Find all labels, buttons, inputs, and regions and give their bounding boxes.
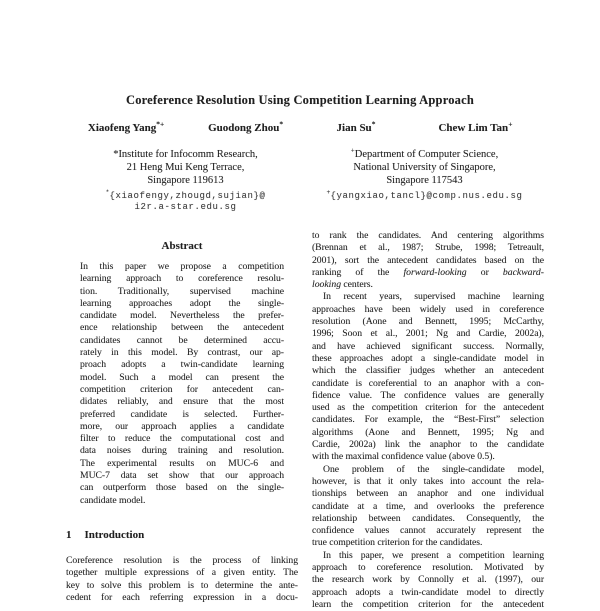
text-line: (Brennan et al., 1987; Strube, 1998; Tetreault, [312,242,544,254]
right-column [312,228,544,610]
author-2-superscript: * [279,119,284,129]
text-line: 2001), sort the antecedent candidates based on the [312,254,544,266]
text-line: In recent years, supervised machine learning [323,291,544,303]
email-line [66,191,305,202]
affiliation-superscript: + [350,146,355,155]
text-line: candidate model. [80,494,146,506]
section-heading-introduction [66,529,298,542]
email-line [305,191,544,202]
text-line: candidate at a time, and overlooks the preference [312,500,544,512]
email-line: i2r.a-star.edu.sg [134,202,237,212]
paragraph [80,261,284,507]
text-line: resolution (Aone and Bennett, 1995; McCarthy, [312,316,544,328]
text-line: tionships between an anaphor and one individual [312,488,544,500]
author-4-name: Chew Lim Tan [438,122,509,134]
text-line: ranking of the forward-looking or backward- [312,266,544,278]
author-1-name: Xiaofeng Yang [87,122,157,134]
text-line: relationship between candidates. Consequently, the [312,512,544,524]
text-line: approaches have been widely used in coreference [312,303,544,315]
text-line: which the classifier judges whether an antecedent [312,365,544,377]
author-group-left [66,119,305,134]
text-line: didates reliably, and ensure that the most [80,396,284,408]
affiliation-line: Singapore 119613 [147,175,224,186]
text-line: more, our approach applies a candidate [80,420,284,432]
text-line: ence relationship between the antecedent [80,322,284,334]
text-line: algorithms (Aone and Bennett, 1995; Ng and [312,426,544,438]
text-line: and have achieved significant success. Normally, [312,340,544,352]
text-line: however, is that it only takes into account the rela- [312,475,544,487]
email-text: {xiaofengy,zhougd,sujian}@ [109,191,266,201]
text-line: these approaches adopt a single-candidate model in [312,352,544,364]
affiliation-text: *Institute for Infocomm Research, [113,149,258,160]
section-title: Introduction [84,528,145,541]
affiliation-university [305,148,544,213]
author-4-superscript: + [508,119,513,129]
text-line: competition criterion for antecedent can- [80,383,284,395]
text-line: In this paper we propose a competition [80,261,284,272]
affiliation-line: National University of Singapore, [353,162,496,173]
text-line: approach adopts a twin-candidate model to directly [312,586,544,598]
text-line: can outperform those based on the single- [80,482,284,494]
text-line: proach adopts a twin-candidate learning [80,359,284,371]
email-address [66,191,305,213]
author-group-right [305,119,544,134]
author-3-superscript: * [371,119,376,129]
text-line: rately in this model. By contrast, our ap- [80,347,284,359]
email-text: {yangxiao,tancl}@comp.nus.edu.sg [330,191,523,201]
left-column [66,228,298,603]
text-line: the research work by Connolly et al. (1997), our [312,574,544,586]
affiliation-line [305,148,544,161]
text-line: used as the competition criterion for the antecedent [312,402,544,414]
text-line: MUC-7 data set show that our approach [80,470,284,482]
text-line: to rank the candidates. And centering algorithms [312,230,544,241]
affiliation-line: 21 Heng Mui Keng Terrace, [126,162,245,173]
text-line: learn the competition criterion for the antecedent [312,598,544,610]
paragraph [312,550,544,611]
text-line: looking centers. [312,279,373,291]
section-number: 1 [66,528,72,541]
affiliations [66,148,544,213]
text-line: Coreference resolution is the process of linking [66,554,298,566]
text-line: candidates. For example, the “Best-First” selection [312,414,544,426]
two-column-body [66,228,544,610]
email-address [305,191,544,202]
text-line: model. Such a model can present the [80,371,284,383]
text-line: In this paper, we present a competition learning [323,549,544,561]
text-line: approach to coreference resolution. Motivated by [312,562,544,574]
text-line: filter to reduce the computational cost and [80,433,284,445]
text-line: cedent for each referring expression in a docu- [66,591,298,603]
author-4 [438,119,513,134]
affiliation-institute [66,148,305,213]
text-line: The experimental results on MUC-6 and [80,457,284,469]
text-line: fidence value. The confidence values are generally [312,389,544,401]
text-line: 1996; Soon et al., 2001; Ng and Cardie, 2002a), [312,328,544,340]
author-3-name: Jian Su [336,122,372,134]
paragraph [66,555,298,604]
text-line: candidate is coreferential to an anaphor with a con- [312,377,544,389]
text-line: learning approaches adopt the single- [80,297,284,309]
abstract-heading: Abstract [161,240,203,252]
introduction-body [66,555,298,604]
text-line: Cardie, 2002a) link the anaphor to the candidate [312,439,544,451]
affiliation-text: Department of Computer Science, [354,149,499,160]
text-line: learning approach to coreference resolu- [80,273,284,285]
author-1 [87,119,165,134]
text-line: key to solve this problem is to determine the ante- [66,579,298,591]
author-list [66,119,544,134]
paper-title: Coreference Resolution Using Competition Learning Approach [125,93,475,107]
email-superscript: + [326,189,331,196]
text-line: One problem of the single-candidate model, [323,463,544,475]
text-line: with the maximal confidence value (above 0.5). [312,451,495,463]
text-line: preferred candidate is selected. Further- [80,408,284,420]
author-1-superscript: *+ [156,119,165,129]
paragraph [312,464,544,550]
author-3 [336,119,376,134]
author-2 [208,119,284,134]
text-line: together multiple expressions of a given entity. The [66,567,298,579]
author-2-name: Guodong Zhou [208,122,280,134]
affiliation-line: Singapore 117543 [386,175,463,186]
text-line: candidates cannot be determined accu- [80,334,284,346]
abstract-body [80,261,284,507]
text-line: confidence values cannot accurately represent the [312,525,544,537]
paragraph [312,291,544,463]
text-line: tion. Traditionally, supervised machine [80,285,284,297]
paragraph [312,230,544,291]
email-superscript: * [105,189,110,196]
text-line: true competition criterion for the candidates. [312,537,483,549]
text-line: candidate model. Nevertheless the prefer- [80,310,284,322]
affiliation-line [66,148,305,161]
text-line: data noises during training and resolution. [80,445,284,457]
